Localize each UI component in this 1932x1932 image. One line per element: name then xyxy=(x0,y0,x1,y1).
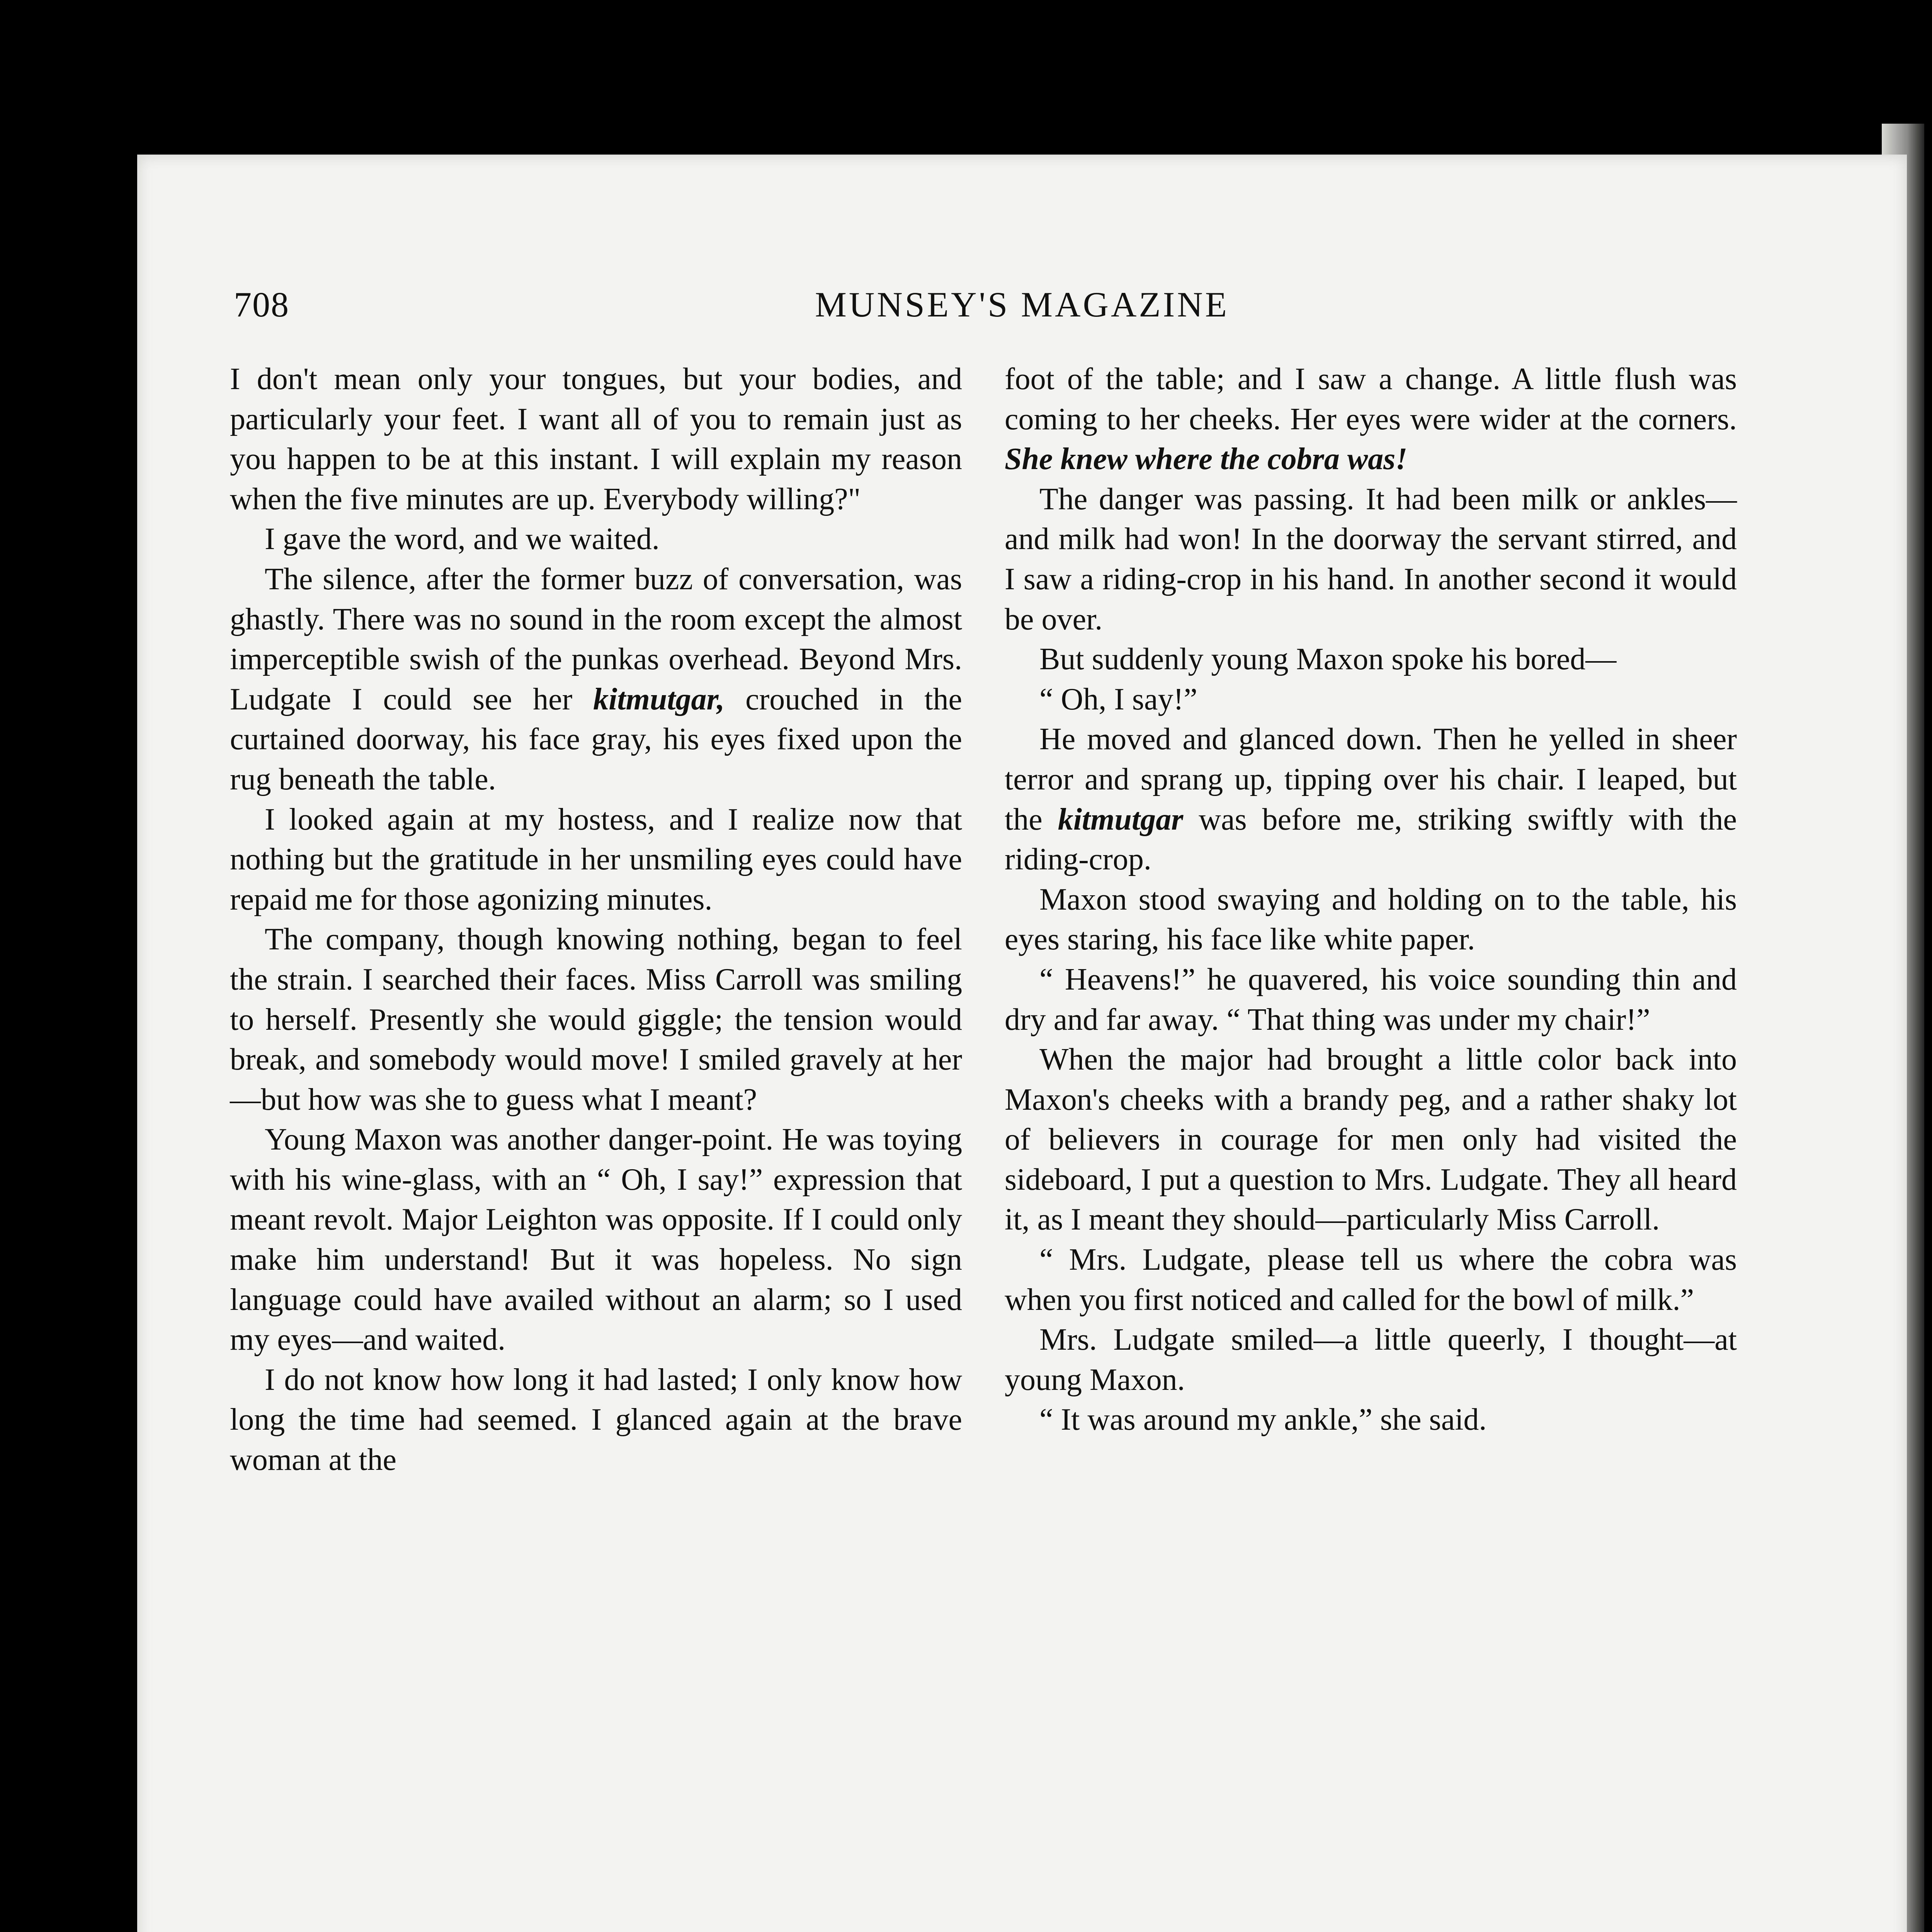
paragraph xyxy=(1005,1400,1737,1440)
emphasis-text: She knew where the cobra was! xyxy=(1005,442,1408,476)
paragraph-text: I don't mean only your tongues, but your bodies, and particularly your feet. I want all of you to remain just as you happen to be at this instant. I will explain my reason when the five minutes are up. Everybody willing?" xyxy=(230,362,962,516)
paragraph xyxy=(230,1120,962,1360)
paragraph-text: I looked again at my hostess, and I realize now that nothing but the gratitude in her unsmiling eyes could have repaid me for those agonizing minutes. xyxy=(230,802,962,917)
paragraph xyxy=(230,519,962,560)
paragraph xyxy=(1005,1240,1737,1320)
emphasis-text: kitmutgar xyxy=(1058,802,1184,837)
paragraph xyxy=(1005,680,1737,720)
paragraph xyxy=(1005,960,1737,1040)
paragraph-text: I gave the word, and we waited. xyxy=(265,522,660,556)
paragraph-text: “ Mrs. Ludgate, please tell us where the cobra was when you first noticed and called for the bowl of milk.” xyxy=(1005,1243,1737,1317)
magazine-page xyxy=(137,155,1907,1932)
paragraph-text-after: was before me, striking swiftly with the riding-crop. xyxy=(1005,802,1737,877)
paragraph-text: The danger was passing. It had been milk or ankles—and milk had won! In the doorway the servant stirred, and I saw a riding-crop in his hand. In another second it would be over. xyxy=(1005,482,1737,636)
paragraph-text: But suddenly young Maxon spoke his bored— xyxy=(1039,642,1617,677)
paragraph-text: “ It was around my ankle,” she said. xyxy=(1039,1403,1487,1437)
paragraph xyxy=(1005,1320,1737,1400)
paragraph xyxy=(230,800,962,920)
paragraph-text: Maxon stood swaying and holding on to the table, his eyes staring, his face like white paper. xyxy=(1005,882,1737,957)
paragraph xyxy=(1005,719,1737,879)
paragraph xyxy=(230,359,962,519)
paragraph-text: The company, though knowing nothing, began to feel the strain. I searched their faces. Miss Carroll was smiling to herself. Presently she would giggle; the tension would break, and somebody would move! I smiled gravely at her—but how was she to guess what I meant? xyxy=(230,922,962,1117)
left-column xyxy=(230,359,962,1480)
paragraph-text: “ Heavens!” he quavered, his voice sounding thin and dry and far away. “ That thing was under my chair!” xyxy=(1005,962,1737,1037)
paragraph xyxy=(1005,1040,1737,1240)
emphasis-text: kitmutgar, xyxy=(593,682,725,716)
paragraph-text: I do not know how long it had lasted; I only know how long the time had seemed. I glanced again at the brave woman at the xyxy=(230,1362,962,1477)
right-column xyxy=(1005,359,1737,1440)
paragraph xyxy=(1005,639,1737,680)
paragraph-text: foot of the table; and I saw a change. A little flush was coming to her cheeks. Her eyes were wider at the corners. xyxy=(1005,362,1737,436)
page-header xyxy=(234,284,1810,330)
paragraph-text: When the major had brought a little color back into Maxon's cheeks with a brandy peg, and a rather shaky lot of believers in courage for men only had visited the sideboard, I put a question to Mrs. Ludgate. They all heard it, as I meant they should—particularly Miss Carroll. xyxy=(1005,1043,1737,1237)
paragraph-text: “ Oh, I say!” xyxy=(1039,682,1197,716)
paragraph xyxy=(230,560,962,800)
paragraph xyxy=(1005,359,1737,480)
paragraph-text: The silence, after the former buzz of conversation, was ghastly. There was no sound in the room except the almost imperceptible swish of the punkas overhead. Beyond Mrs. Ludgate I could see her xyxy=(230,562,962,716)
paragraph xyxy=(230,920,962,1120)
paragraph xyxy=(230,1360,962,1480)
paragraph-text: Mrs. Ludgate smiled—a little queerly, I thought—at young Maxon. xyxy=(1005,1323,1737,1397)
paragraph xyxy=(1005,880,1737,960)
paragraph-text-after: crouched in the curtained doorway, his face gray, his eyes fixed upon the rug beneath the table. xyxy=(230,682,963,796)
paragraph xyxy=(1005,480,1737,639)
paragraph-text: He moved and glanced down. Then he yelled in sheer terror and sprang up, tipping over his chair. I leaped, but the xyxy=(1005,722,1737,837)
page-number: 708 xyxy=(234,285,289,324)
story-columns xyxy=(230,359,1776,1932)
running-head: MUNSEY'S MAGAZINE xyxy=(815,285,1229,324)
paragraph-text: Young Maxon was another danger-point. He was toying with his wine-glass, with an “ Oh, I say!” expression that meant revolt. Major Leighton was opposite. If I could only make him understand! But it was hopeless. No sign language could have availed without an alarm; so I used my eyes—and waited. xyxy=(230,1122,962,1357)
